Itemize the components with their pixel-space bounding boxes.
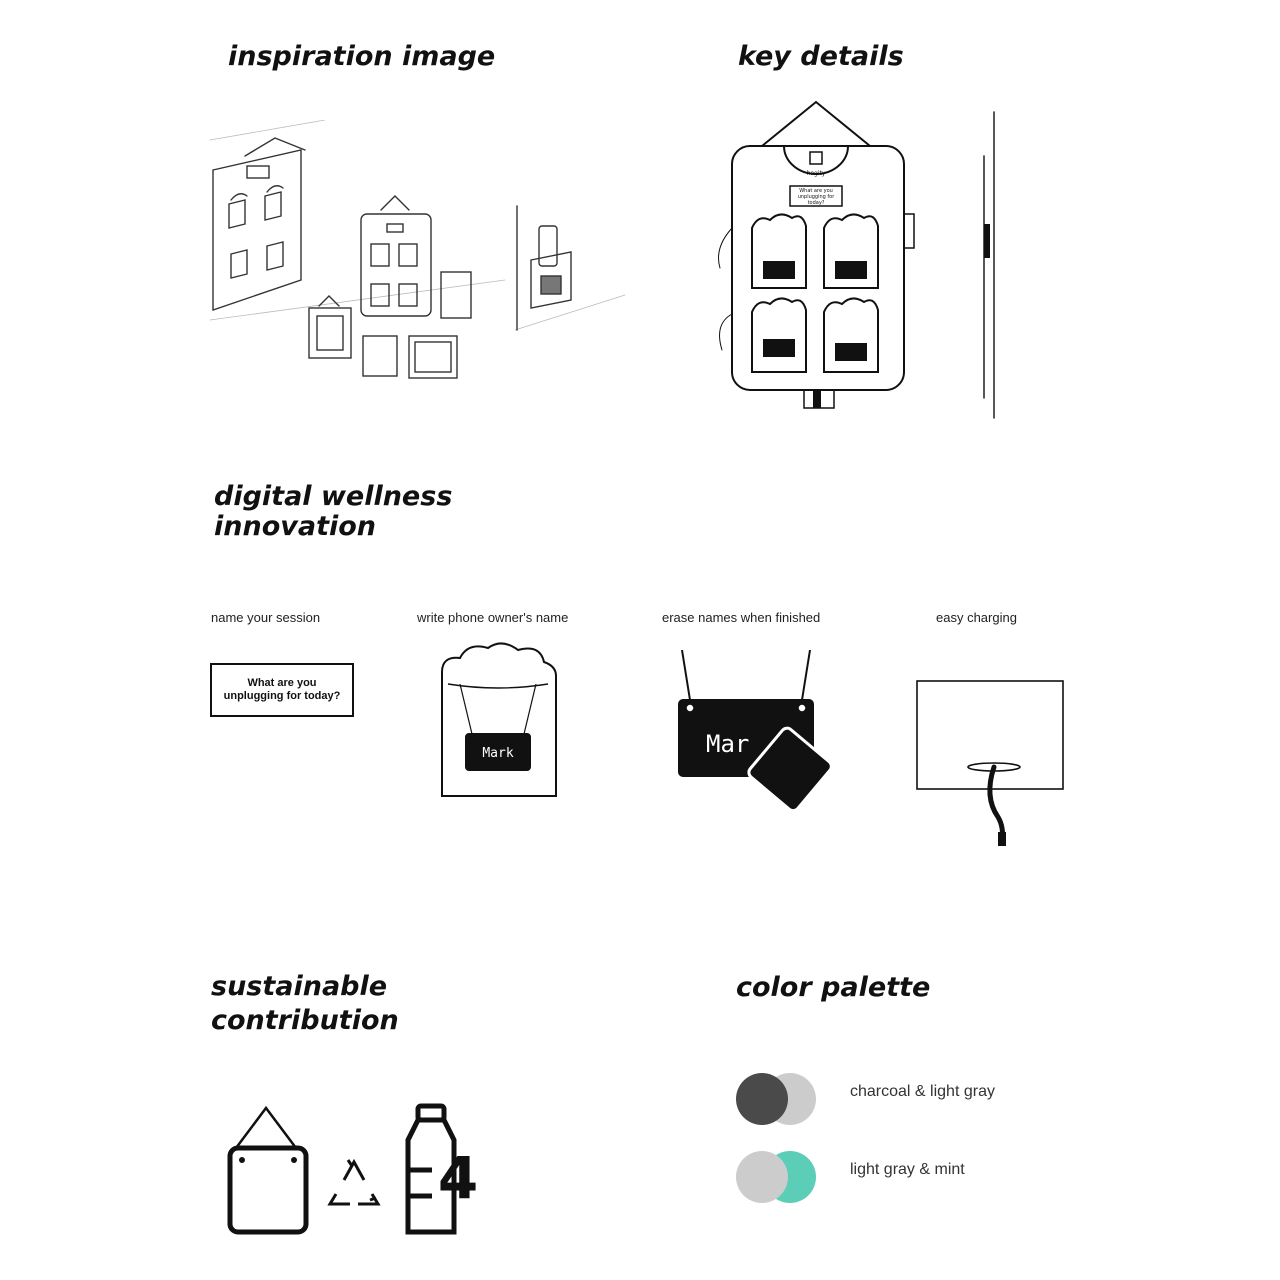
- sustainable-title-line2: contribution: [211, 1005, 399, 1036]
- sketch-organizer-large: [213, 138, 305, 310]
- logo-icon: [810, 152, 822, 164]
- logo-text: hogity: [806, 170, 826, 177]
- inspiration-sketch: [205, 120, 635, 390]
- erase-names-illustration: [676, 650, 836, 818]
- session-prompt-text: What are you unplugging for today?: [797, 188, 835, 206]
- palette-label-light-gray-mint: light gray & mint: [850, 1161, 965, 1178]
- feature-caption-easy-charging: easy charging: [936, 610, 1017, 625]
- sustainable-title: [211, 970, 399, 1038]
- key-details-drawing: [712, 98, 1012, 423]
- sustainable-title-line1: sustainable: [211, 971, 388, 1002]
- palette-title: color palette: [736, 972, 931, 1003]
- key-details-title: key details: [738, 41, 904, 72]
- inspiration-title: inspiration image: [228, 41, 496, 72]
- charging-cable: [990, 767, 1003, 841]
- organizer-icon: [230, 1108, 306, 1232]
- swatch-light-gray-2: [736, 1151, 788, 1203]
- pocket-name-tag-illustration: [438, 640, 560, 802]
- swatch-charcoal: [736, 1073, 788, 1125]
- phone-pockets: [752, 214, 878, 372]
- innovation-title-line1: digital wellness: [214, 481, 453, 512]
- side-view: [984, 112, 994, 418]
- feature-caption-name-session: name your session: [211, 610, 321, 625]
- name-tag-text: Mark: [482, 746, 514, 761]
- pocket-outline: [442, 643, 556, 796]
- sustainable-icons: [222, 1100, 492, 1240]
- easy-charging-illustration: [914, 678, 1066, 848]
- session-prompt-card-text: [224, 677, 341, 703]
- session-prompt-card: [210, 663, 354, 717]
- palette-label-charcoal-light-gray: charcoal & light gray: [850, 1083, 995, 1100]
- side-cable: [719, 228, 733, 268]
- session-prompt-line2: unplugging for today?: [223, 690, 341, 702]
- chalk-holder: [904, 214, 914, 248]
- side-cable-2: [720, 314, 732, 350]
- chalkboard-name-text: Mar: [706, 730, 750, 758]
- sketch-organizer-small: [361, 196, 431, 316]
- feature-caption-write-name: write phone owner's name: [417, 610, 569, 625]
- innovation-title: [214, 482, 452, 542]
- recycle-icon: [330, 1160, 378, 1204]
- bottle-count: 4: [437, 1144, 479, 1212]
- session-prompt-line1: What are you: [247, 677, 317, 689]
- feature-caption-erase-names: erase names when finished: [662, 610, 821, 625]
- innovation-title-line2: innovation: [214, 511, 376, 542]
- hanging-cord: [762, 102, 870, 146]
- sketch-phone-pocket: [517, 206, 571, 330]
